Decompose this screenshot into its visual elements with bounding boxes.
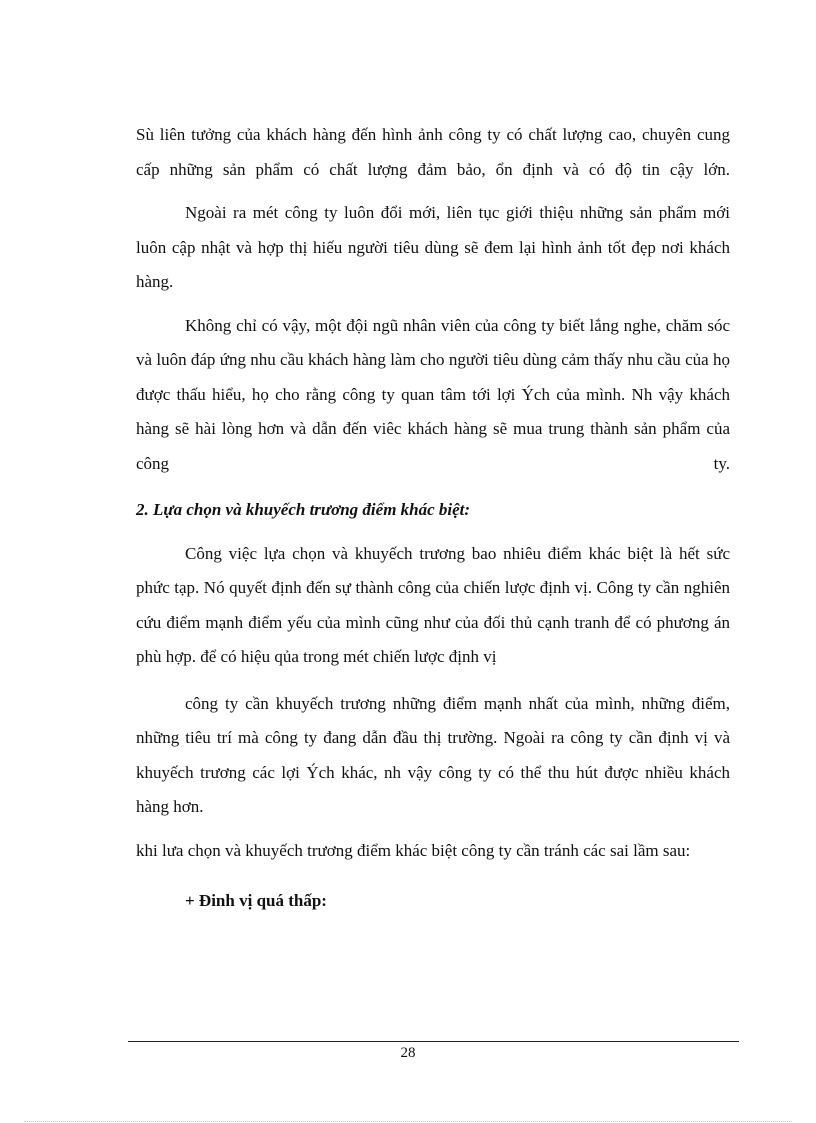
subheading-underpositioning: + Đinh vị quá thấp: <box>185 891 327 910</box>
section-heading: 2. Lựa chọn và khuyếch trương điểm khác biệt: <box>136 500 471 519</box>
paragraph-innovation: Ngoài ra mét công ty luôn đổi mới, liên tục giới thiệu những sản phẩm mới luôn cập nhật và hợp thị hiếu người tiêu dùng sẽ đem lại hình ảnh tốt đẹp nơi khách hàng. <box>136 203 730 291</box>
page-number: 28 <box>400 1045 416 1061</box>
page-body <box>136 118 730 919</box>
paragraph-staff: Không chỉ có vậy, một đội ngũ nhân viên của công ty biết lắng nghe, chăm sóc và luôn đáp ứng nhu cầu khách hàng làm cho người tiêu dùng cảm thấy nhu cầu của họ được thấu hiểu, họ cho rằng công ty quan tâm tới lợi Ých của mình. Nh vậy khách hàng sẽ hài lòng hơn và dẫn đến viêc khách hàng sẽ mua trung thành sản phẩm của công ty. <box>136 315 730 473</box>
footer-divider <box>128 1041 739 1042</box>
paragraph-brand-association: Sù liên tưởng của khách hàng đến hình ảnh công ty có chất lượng cao, chuyên cung cấp những sản phẩm có chất lượng đảm bảo, ổn định và có độ tin cậy lớn. <box>136 125 730 179</box>
paragraph-avoid-mistakes: khi lưa chọn và khuyếch trương điểm khác biệt công ty cần tránh các sai lầm sau: <box>136 840 691 860</box>
paragraph-promote-strengths: công ty cần khuyếch trương những điểm mạnh nhất của mình, những điểm, những tiêu trí mà công ty đang dẫn đầu thị trường. Ngoài ra công ty cần định vị và khuyếch trương các lợi Ých khác, nh vậy công ty có thể thu hút được nhiều khách hàng hơn. <box>136 693 730 816</box>
page-bottom-border <box>24 1121 792 1122</box>
paragraph-differentiation: Công việc lựa chọn và khuyếch trương bao nhiêu điểm khác biệt là hết sức phức tạp. Nó quyết định đến sự thành công của chiến lược định vị. Công ty cần nghiên cứu điểm mạnh điểm yếu của mình cũng như của đối thủ cạnh tranh để có phương án phù hợp. để có hiệu qủa trong mét chiến lược định vị <box>136 543 730 666</box>
